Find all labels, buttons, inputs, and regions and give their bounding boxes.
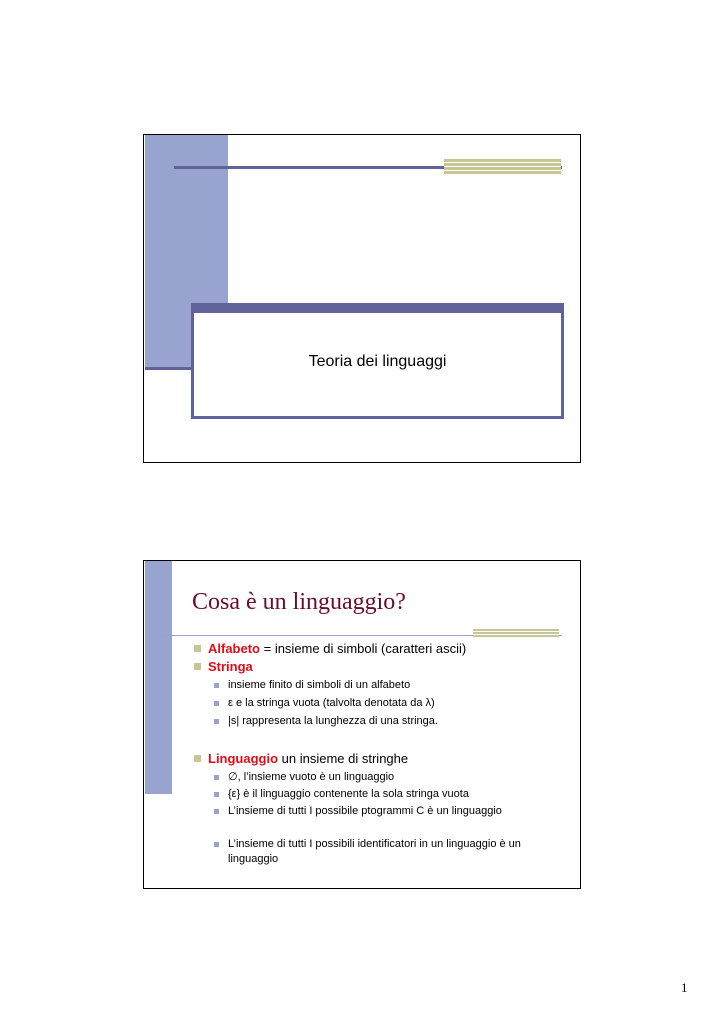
slide-2-heading: Cosa è un linguaggio? bbox=[192, 589, 406, 615]
slide-1-side-bar-edge bbox=[145, 367, 195, 370]
slide-2-side-bar bbox=[145, 561, 172, 794]
sub-bullet-square-icon bbox=[214, 683, 219, 688]
sub-bullet-square-icon bbox=[214, 775, 219, 780]
slide-2-accent-stripes bbox=[473, 629, 559, 638]
bullet-alfabeto-text: = insieme di simboli (caratteri ascii) bbox=[260, 641, 467, 656]
slide-2: Cosa è un linguaggio? Alfabeto = insieme di simboli (caratteri ascii) Stringa insieme finito di simboli di un alfabeto ε e la stringa vuota (talvolta denotata da λ) |s| rappresenta la lunghezza di una stringa. Linguaggio un insieme di stringhe ∅, l’insieme vuoto è un linguaggio {ε} è il linguaggio contenente la sola stringa vuota L’insieme di tutti I possibile ptogrammi C è un linguaggio L’insieme di tutti I possibili identificatori in un linguaggio è un linguaggio bbox=[143, 560, 581, 889]
page-number: 1 bbox=[681, 980, 688, 995]
sub-bullet-square-icon bbox=[214, 719, 219, 724]
sub-bullet-square-icon bbox=[214, 701, 219, 706]
slide-1-accent-stripes bbox=[444, 159, 561, 175]
sub-bullet-square-icon bbox=[214, 842, 219, 847]
term-alfabeto: Alfabeto bbox=[208, 641, 260, 656]
term-linguaggio: Linguaggio bbox=[208, 751, 279, 766]
term-stringa: Stringa bbox=[208, 659, 253, 674]
bullet-square-icon bbox=[194, 645, 201, 652]
sub-bullet-square-icon bbox=[214, 809, 219, 814]
slide-1-title-box bbox=[191, 303, 564, 419]
bullet-square-icon bbox=[194, 755, 201, 762]
slide-1-title: Teoria dei linguaggi bbox=[308, 353, 447, 370]
bullet-square-icon bbox=[194, 663, 201, 670]
slide-1 bbox=[143, 134, 581, 463]
sub-bullet-square-icon bbox=[214, 792, 219, 797]
bullet-linguaggio-text: un insieme di stringhe bbox=[278, 751, 409, 766]
